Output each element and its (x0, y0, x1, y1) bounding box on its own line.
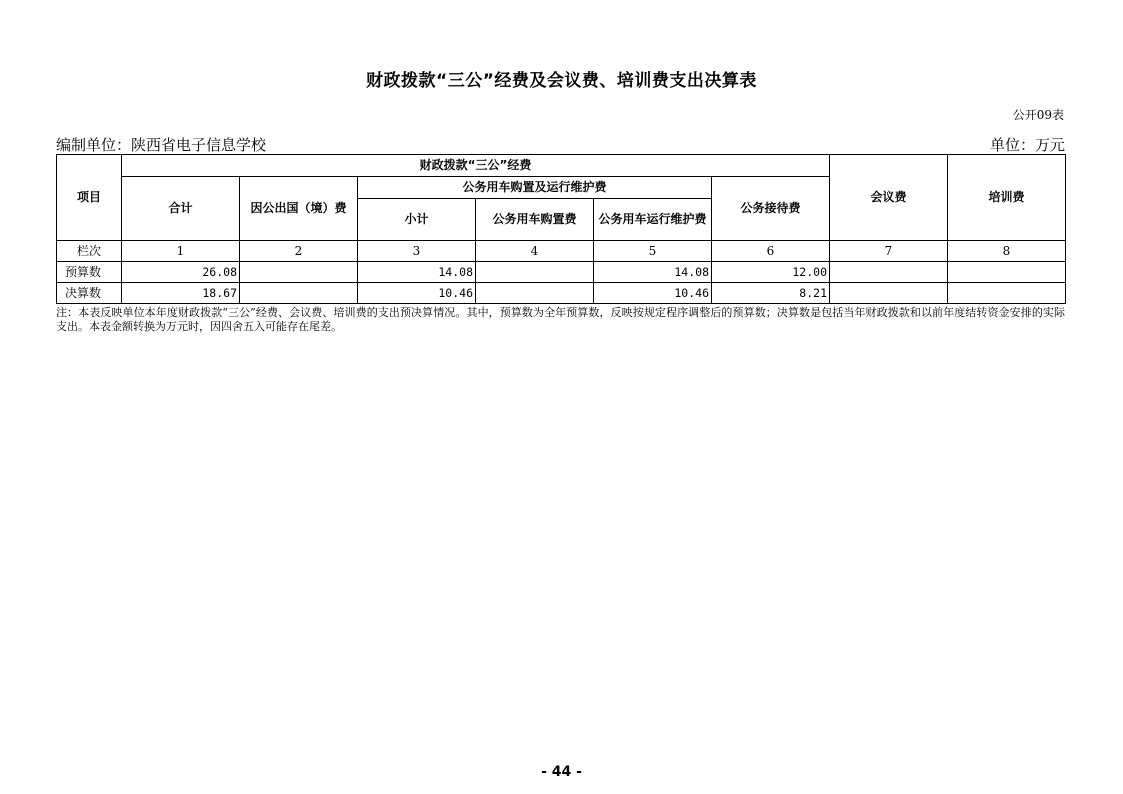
table-cell (830, 283, 948, 304)
table-cell: 14.08 (358, 262, 476, 283)
table-cell (830, 262, 948, 283)
table-cell: 14.08 (594, 262, 712, 283)
header-abroad: 因公出国（境）费 (240, 177, 358, 241)
table-cell: 18.67 (122, 283, 240, 304)
organization-label: 编制单位：陕西省电子信息学校 (56, 136, 267, 154)
table-cell (476, 262, 594, 283)
header-item: 项目 (57, 155, 122, 241)
column-index-cell: 6 (712, 241, 830, 262)
row-label: 预算数 (57, 262, 122, 283)
table-cell (948, 262, 1066, 283)
header-vehicle-group: 公务用车购置及运行维护费 (358, 177, 712, 199)
table-cell: 8.21 (712, 283, 830, 304)
header-meeting: 会议费 (830, 155, 948, 241)
column-index-cell: 3 (358, 241, 476, 262)
column-index-row (57, 241, 1066, 262)
table-cell: 10.46 (358, 283, 476, 304)
row-label: 决算数 (57, 283, 122, 304)
column-index-label: 栏次 (57, 241, 122, 262)
column-index-cell: 1 (122, 241, 240, 262)
column-index-cell: 2 (240, 241, 358, 262)
form-code: 公开09表 (1012, 108, 1064, 122)
header-reception: 公务接待费 (712, 177, 830, 241)
table-cell (240, 283, 358, 304)
table-cell: 26.08 (122, 262, 240, 283)
column-index-cell: 5 (594, 241, 712, 262)
expenditure-table (56, 154, 1066, 304)
table-cell (948, 283, 1066, 304)
page-number: - 44 - (541, 764, 582, 780)
header-vehicle-purchase: 公务用车购置费 (476, 199, 594, 241)
table-cell: 12.00 (712, 262, 830, 283)
amount-unit-label: 单位：万元 (989, 136, 1065, 154)
header-three-public-group: 财政拨款“三公”经费 (122, 155, 830, 177)
header-training: 培训费 (948, 155, 1066, 241)
page-title: 财政拨款“三公”经费及会议费、培训费支出决算表 (366, 71, 757, 91)
column-index-cell: 4 (476, 241, 594, 262)
unit-row (56, 134, 1065, 154)
column-index-cell: 7 (830, 241, 948, 262)
header-subtotal: 小计 (358, 199, 476, 241)
table-note: 注：本表反映单位本年度财政拨款“三公”经费、会议费、培训费的支出预决算情况。其中，预算数为全年预算数，反映按规定程序调整后的预算数；决算数是包括当年财政拨款和以前年度结转资金安排的实际支出。本表金额转换为万元时，因四舍五入可能存在尾差。 (56, 306, 1065, 333)
header-vehicle-operation: 公务用车运行维护费 (594, 199, 712, 241)
table-row-final (57, 283, 1066, 304)
table-cell (240, 262, 358, 283)
table-cell (476, 283, 594, 304)
header-total: 合计 (122, 177, 240, 241)
table-cell: 10.46 (594, 283, 712, 304)
table-row-budget (57, 262, 1066, 283)
column-index-cell: 8 (948, 241, 1066, 262)
